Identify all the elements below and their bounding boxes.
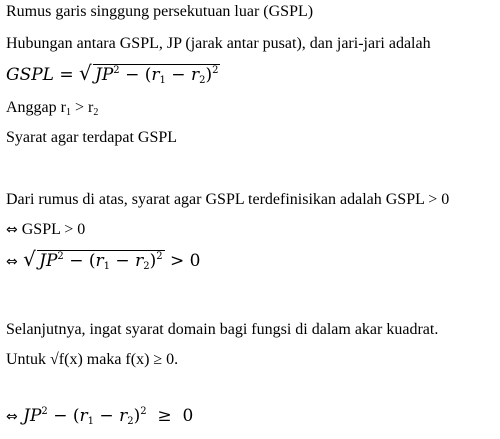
- condition-heading: Syarat agar terdapat GSPL: [6, 129, 178, 146]
- assumption-line: Anggap $r_1 > r_2$: [6, 99, 99, 118]
- step-sqrt-positive: ⇔ √ $JP^2 - (r_1 - r_2)^2 > 0$: [6, 247, 201, 272]
- iff-icon: ⇔: [6, 254, 18, 270]
- gspl-formula: GSPL = √ $JP^2 - (r_1 - r_2)^2$: [6, 61, 219, 86]
- domain-reminder: Selanjutnya, ingat syarat domain bagi fungsi di dalam akar kuadrat.: [6, 321, 439, 338]
- step-inside-nonnegative: ⇔ $JP^2 - (r_1 - r_2)^2 \ge 0$: [6, 406, 194, 427]
- relation-intro: Hubungan antara GSPL, JP (jarak antar pusat), dan jari-jari adalah: [6, 35, 431, 52]
- gspl-title: Rumus garis singgung persekutuan luar (GSPL): [6, 3, 314, 20]
- iff-icon: ⇔: [6, 409, 18, 425]
- iff-icon: ⇔: [6, 222, 18, 238]
- step-gspl-positive: ⇔ GSPL > 0: [6, 221, 86, 238]
- definition-condition: Dari rumus di atas, syarat agar GSPL terdefinisikan adalah GSPL > 0: [6, 191, 450, 208]
- domain-rule: Untuk √f(x) maka f(x) ≥ 0.: [6, 351, 179, 368]
